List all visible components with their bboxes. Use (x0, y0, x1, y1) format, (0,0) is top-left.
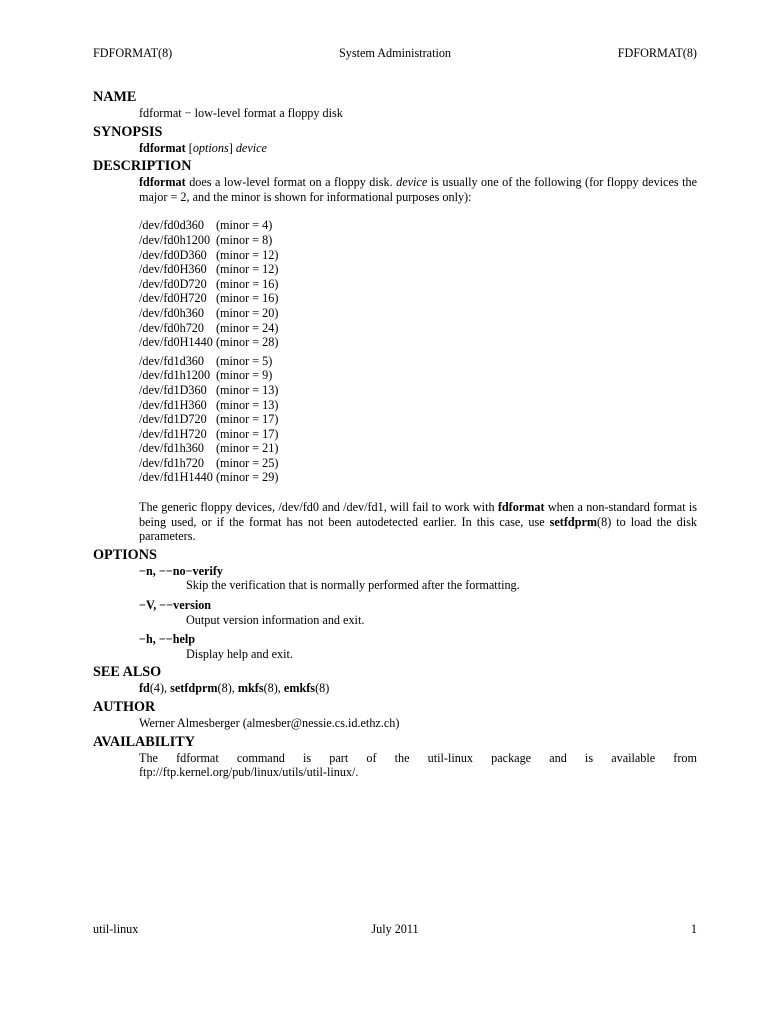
device-ref: device (396, 175, 428, 190)
description-text: The generic floppy devices, /dev/fd0 and /dev/fd1, will fail to work with (139, 500, 498, 515)
device-path: /dev/fd1H360 (139, 397, 207, 412)
device-minor: (minor = 16) (216, 291, 279, 306)
device-row (139, 335, 697, 350)
device-row (139, 218, 697, 233)
option-item (139, 632, 697, 661)
synopsis-bracket: ] (228, 140, 236, 155)
device-minor: (minor = 4) (216, 218, 273, 233)
option-description: Display help and exit. (186, 646, 293, 661)
section-heading: DESCRIPTION (93, 158, 192, 175)
see-also-command: emkfs (283, 681, 316, 696)
device-row (139, 306, 697, 321)
footer-left: util-linux (93, 922, 139, 936)
device-minor: (minor = 12) (216, 262, 279, 277)
page-footer (93, 922, 697, 938)
device-minor: (minor = 13) (216, 397, 279, 412)
device-row (139, 277, 697, 292)
device-minor: (minor = 12) (216, 247, 279, 262)
device-row (139, 368, 697, 383)
device-minor: (minor = 25) (216, 455, 279, 470)
device-path: /dev/fd0D360 (139, 247, 207, 262)
device-row (139, 456, 697, 471)
header-right: FDFORMAT(8) (617, 46, 697, 60)
device-row (139, 470, 697, 485)
device-path: /dev/fd1H1440 (139, 470, 213, 485)
synopsis-device: device (235, 140, 267, 155)
device-list (139, 218, 697, 485)
device-row (139, 248, 697, 263)
device-minor: (minor = 17) (216, 426, 279, 441)
see-also-command: setfdprm (170, 681, 218, 696)
device-minor: (minor = 28) (216, 335, 279, 350)
device-row (139, 383, 697, 398)
option-name (139, 598, 697, 613)
footer-right: 1 (690, 922, 697, 936)
synopsis-bracket: [ (185, 140, 193, 155)
option-description: Skip the verification that is normally performed after the formatting. (186, 578, 520, 593)
device-path: /dev/fd0H720 (139, 291, 207, 306)
device-path: /dev/fd1D720 (139, 412, 207, 427)
section-options (93, 547, 697, 662)
name-text: fdformat − low-level format a floppy disk (139, 106, 343, 120)
option-separator: , (153, 598, 160, 613)
device-path: /dev/fd0H360 (139, 262, 207, 277)
description-text: does a low-level format on a floppy disk. (185, 175, 397, 190)
command-ref: fdformat (139, 175, 186, 190)
device-path: /dev/fd0d360 (139, 218, 204, 233)
device-row (139, 233, 697, 248)
device-path: /dev/fd0D720 (139, 276, 207, 291)
device-row (139, 262, 697, 277)
option-name (139, 632, 697, 647)
section-heading: SYNOPSIS (93, 123, 163, 140)
device-minor: (minor = 13) (216, 382, 279, 397)
device-path: /dev/fd1d360 (139, 353, 204, 368)
option-separator: , (152, 563, 159, 578)
option-item (139, 564, 697, 593)
see-also-section: (8) (315, 681, 330, 696)
device-minor: (minor = 24) (216, 320, 279, 335)
section-heading: NAME (93, 89, 137, 105)
option-long: −−no−verify (158, 563, 223, 578)
device-minor: (minor = 16) (216, 276, 279, 291)
device-path: /dev/fd0H1440 (139, 335, 213, 350)
device-minor: (minor = 9) (216, 368, 273, 383)
device-path: /dev/fd0h720 (139, 320, 204, 335)
section-see-also (93, 664, 697, 696)
description-text: when a non-standard format is being used, or if the format has not been autodetected earlier. In this case, use (139, 500, 697, 529)
device-path: /dev/fd1h720 (139, 455, 204, 470)
section-heading: SEE ALSO (93, 664, 162, 681)
command-ref: setfdprm (549, 514, 598, 529)
description-text: (8) to load the disk parameters. (139, 514, 698, 544)
device-group-fd1 (139, 354, 697, 485)
device-minor: (minor = 17) (216, 412, 279, 427)
see-also-command: mkfs (237, 681, 264, 696)
option-item (139, 598, 697, 627)
description-paragraph (139, 175, 697, 204)
synopsis-text (139, 141, 697, 156)
section-heading: OPTIONS (93, 546, 157, 563)
device-path: /dev/fd1D360 (139, 382, 207, 397)
device-row (139, 441, 697, 456)
device-minor: (minor = 29) (216, 470, 279, 485)
description-paragraph (139, 500, 697, 544)
availability-text: The fdformat command is part of the util-linux package and is available from ftp://ftp.kernel.org/pub/linux/utils/util-linux/. (139, 750, 697, 780)
see-also-refs (139, 681, 697, 696)
section-description (93, 158, 697, 544)
option-short: −n (139, 563, 153, 578)
option-description: Output version information and exit. (186, 612, 365, 627)
man-page-content (93, 89, 697, 780)
see-also-command: fd (139, 681, 150, 696)
device-path: /dev/fd0h360 (139, 305, 204, 320)
section-heading: AVAILABILITY (93, 733, 195, 750)
author-text: Werner Almesberger (almesber@nessie.cs.id.ethz.ch) (139, 716, 400, 730)
command-ref: fdformat (497, 500, 545, 515)
description-text: is usually one of the following (for floppy devices the major = 2, and the minor is shown for informational purposes only): (139, 175, 697, 204)
section-heading: AUTHOR (93, 699, 156, 715)
device-row (139, 398, 697, 413)
header-left: FDFORMAT(8) (93, 46, 173, 60)
device-path: /dev/fd1h360 (139, 441, 204, 456)
device-minor: (minor = 5) (216, 353, 273, 368)
option-short: −V (139, 598, 154, 613)
device-row (139, 427, 697, 442)
header-center: System Administration (338, 46, 452, 60)
section-availability (93, 734, 697, 780)
device-minor: (minor = 21) (216, 441, 279, 456)
synopsis-command: fdformat (139, 140, 186, 155)
section-author (93, 699, 697, 731)
option-separator: , (152, 632, 159, 647)
device-path: /dev/fd1H720 (139, 426, 207, 441)
device-minor: (minor = 20) (216, 305, 279, 320)
footer-center: July 2011 (371, 922, 419, 936)
synopsis-options: options (192, 140, 229, 155)
device-minor: (minor = 8) (216, 232, 273, 247)
device-row (139, 354, 697, 369)
see-also-section: (4), (149, 681, 171, 696)
option-short: −h (139, 632, 153, 647)
device-group-fd0 (139, 218, 697, 349)
see-also-section: (8), (263, 681, 284, 696)
see-also-section: (8), (217, 681, 238, 696)
device-path: /dev/fd0h1200 (139, 232, 211, 247)
section-synopsis (93, 124, 697, 156)
page-header (93, 46, 697, 62)
options-list (139, 564, 697, 662)
device-row (139, 291, 697, 306)
device-row (139, 412, 697, 427)
device-path: /dev/fd1h1200 (139, 368, 211, 383)
section-name (93, 89, 697, 121)
device-row (139, 321, 697, 336)
option-name (139, 564, 697, 579)
option-long: −−version (159, 598, 212, 613)
option-long: −−help (158, 632, 196, 647)
